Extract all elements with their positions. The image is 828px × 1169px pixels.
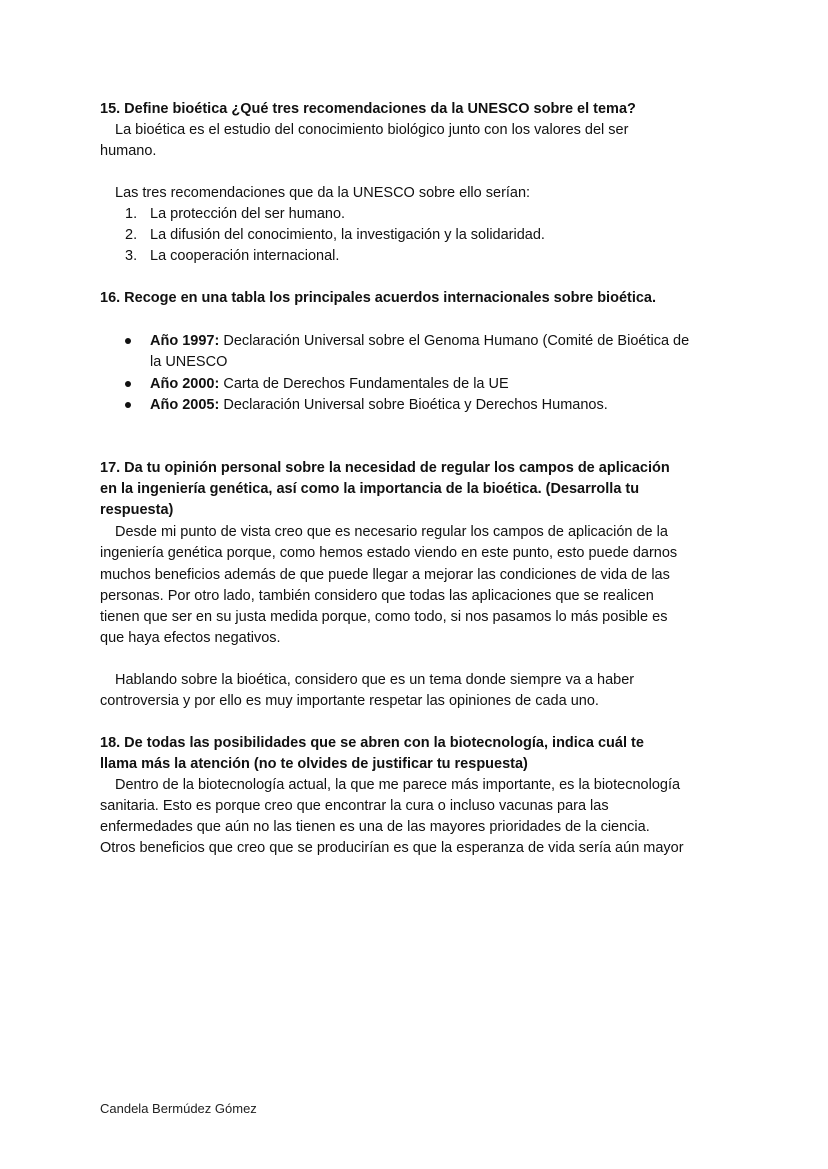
agreement-text: Declaración Universal sobre Bioética y Derechos Humanos. [219,397,608,413]
list-item [150,375,509,393]
list-item-continuation: la UNESCO [150,354,228,370]
list-item: La protección del ser humano. [150,206,346,222]
q17-line: muchos beneficios además de que puede llegar a mejorar las condiciones de vida de las [100,567,670,583]
q15-body-line: La bioética es el estudio del conocimiento biológico junto con los valores del ser [115,122,629,138]
q18-line: Dentro de la biotecnología actual, la que me parece más importante, es la biotecnología [115,777,681,793]
footer-author: Candela Bermúdez Gómez [100,1101,257,1116]
q17-title: en la ingeniería genética, así como la importancia de la bioética. (Desarrolla tu [100,481,640,497]
q18-line: enfermedades que aún no las tienen es una de las mayores prioridades de la ciencia. [100,819,650,835]
q15-title: 15. Define bioética ¿Qué tres recomendaciones da la UNESCO sobre el tema? [100,101,636,117]
q16-title: 16. Recoge en una tabla los principales acuerdos internacionales sobre bioética. [100,290,657,306]
year-label: Año 2005: [150,397,220,413]
year-label: Año 2000: [150,376,220,392]
q18-line: sanitaria. Esto es porque creo que encontrar la cura o incluso vacunas para las [100,798,609,814]
bullet-icon [125,381,131,387]
q17-title: 17. Da tu opinión personal sobre la necesidad de regular los campos de aplicación [100,460,670,476]
q17-line: que haya efectos negativos. [100,630,281,646]
list-item [150,396,608,414]
q15-body-line: humano. [100,143,157,159]
agreement-text: Carta de Derechos Fundamentales de la UE [219,376,509,392]
list-number: 3. [125,248,138,264]
list-number: 1. [125,206,138,222]
list-item: La cooperación internacional. [150,248,340,264]
q17-line: tienen que ser en su justa medida porque, como todo, si nos pasamos lo más posible es [100,609,668,625]
list-number: 2. [125,227,138,243]
q18-title: llama más la atención (no te olvides de justificar tu respuesta) [100,756,528,772]
q18-title: 18. De todas las posibilidades que se abren con la biotecnología, indica cuál te [100,735,644,751]
q17-line: controversia y por ello es muy importante respetar las opiniones de cada uno. [100,693,599,709]
list-item: La difusión del conocimiento, la investigación y la solidaridad. [150,227,545,243]
q17-line: ingeniería genética porque, como hemos estado viendo en este punto, esto puede darnos [100,545,678,561]
q17-line: Desde mi punto de vista creo que es necesario regular los campos de aplicación de la [115,524,668,540]
q18-line: Otros beneficios que creo que se producirían es que la esperanza de vida sería aún mayor [100,840,684,856]
agreement-text: Declaración Universal sobre el Genoma Humano (Comité de Bioética de [219,333,690,349]
q17-line: personas. Por otro lado, también considero que todas las aplicaciones que se realicen [100,588,654,604]
q17-title: respuesta) [100,502,174,518]
year-label: Año 1997: [150,333,220,349]
bullet-icon [125,402,131,408]
bullet-icon [125,338,131,344]
q17-line: Hablando sobre la bioética, considero que es un tema donde siempre va a haber [115,672,635,688]
q15-intro: Las tres recomendaciones que da la UNESCO sobre ello serían: [115,185,531,201]
list-item [150,332,689,350]
